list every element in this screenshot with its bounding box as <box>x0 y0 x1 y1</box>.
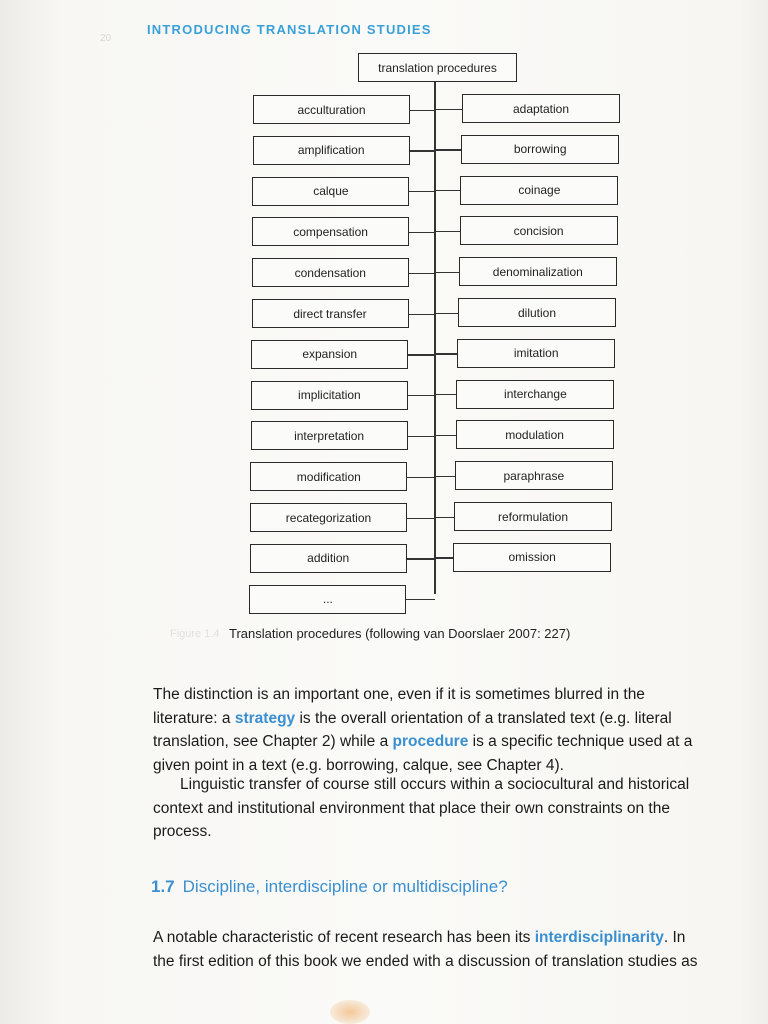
page-smudge <box>330 1000 370 1024</box>
left-connector <box>410 150 435 151</box>
left-node: addition <box>250 544 407 573</box>
right-connector <box>435 557 453 558</box>
right-connector <box>435 353 457 354</box>
right-node: coinage <box>460 176 618 205</box>
left-node: compensation <box>252 217 409 246</box>
left-node: amplification <box>253 136 410 165</box>
right-node: dilution <box>458 298 616 327</box>
term-strategy: strategy <box>234 709 296 727</box>
right-node: imitation <box>457 339 615 368</box>
right-connector <box>435 109 462 110</box>
right-connector <box>435 231 460 232</box>
right-connector <box>435 476 455 477</box>
section-number: 1.7 <box>151 877 175 896</box>
left-node: implicitation <box>251 381 408 410</box>
paragraph-strategy-procedure <box>153 683 703 777</box>
left-node: expansion <box>251 340 408 369</box>
right-node: modulation <box>456 420 614 449</box>
right-connector <box>435 149 461 150</box>
left-node: acculturation <box>253 95 410 124</box>
right-connector <box>435 272 459 273</box>
left-node: modification <box>250 462 407 491</box>
figure-label: Figure 1.4 <box>170 628 220 640</box>
left-connector <box>409 314 436 315</box>
figure-caption: Translation procedures (following van Doorslaer 2007: 227) <box>229 626 571 641</box>
right-connector <box>435 394 456 395</box>
right-node: concision <box>460 216 618 245</box>
right-connector <box>435 517 454 518</box>
right-node: interchange <box>456 380 614 409</box>
page-number: 20 <box>100 33 112 44</box>
left-connector <box>409 273 435 274</box>
right-node: adaptation <box>462 94 620 123</box>
running-head: INTRODUCING TRANSLATION STUDIES <box>147 22 432 37</box>
p1-text-b: is the overall orientation of a translated text (e.g. literal translation, see Chapter 2) while a <box>153 709 672 750</box>
section-heading <box>151 877 508 897</box>
left-connector <box>407 558 435 559</box>
right-connector <box>435 190 460 191</box>
right-connector <box>435 435 456 436</box>
left-connector <box>409 191 435 192</box>
left-connector <box>407 518 435 519</box>
left-connector <box>409 232 435 233</box>
left-node: calque <box>252 177 409 206</box>
root-node: translation procedures <box>358 53 517 82</box>
right-connector <box>435 313 458 314</box>
left-node: recategorization <box>250 503 407 532</box>
left-connector <box>408 395 435 396</box>
p1-text-a: The distinction is an important one, even if it is sometimes blurred in the literature: a <box>153 686 645 727</box>
term-procedure: procedure <box>392 733 469 750</box>
paragraph-linguistic-transfer: Linguistic transfer of course still occurs within a sociocultural and historical context and institutional environment that place their own constraints on the process. <box>153 776 690 840</box>
section-title: Discipline, interdiscipline or multidiscipline? <box>182 877 508 896</box>
left-node: condensation <box>252 258 409 287</box>
left-node: direct transfer <box>252 299 409 328</box>
p3-text-a: A notable characteristic of recent research has been its <box>153 929 535 946</box>
p1-text-c: is a specific technique used at a given point in a text (e.g. borrowing, calque, see Chapter 4). <box>153 733 693 774</box>
left-node: ... <box>249 585 406 614</box>
right-node: denominalization <box>459 257 617 286</box>
term-interdisciplinarity: interdisciplinarity <box>534 929 664 946</box>
right-node: paraphrase <box>455 461 613 490</box>
left-connector <box>408 436 435 437</box>
left-connector <box>410 110 435 111</box>
right-node: reformulation <box>454 502 612 531</box>
right-node: borrowing <box>461 135 619 164</box>
left-connector <box>408 354 435 355</box>
right-node: omission <box>453 543 611 572</box>
left-connector <box>407 477 435 478</box>
paragraph-interdisciplinarity <box>153 926 703 973</box>
left-connector <box>406 599 435 600</box>
p3-text-b: . In the first edition of this book we ended with a discussion of translation studies as <box>153 929 698 970</box>
left-node: interpretation <box>251 421 408 450</box>
